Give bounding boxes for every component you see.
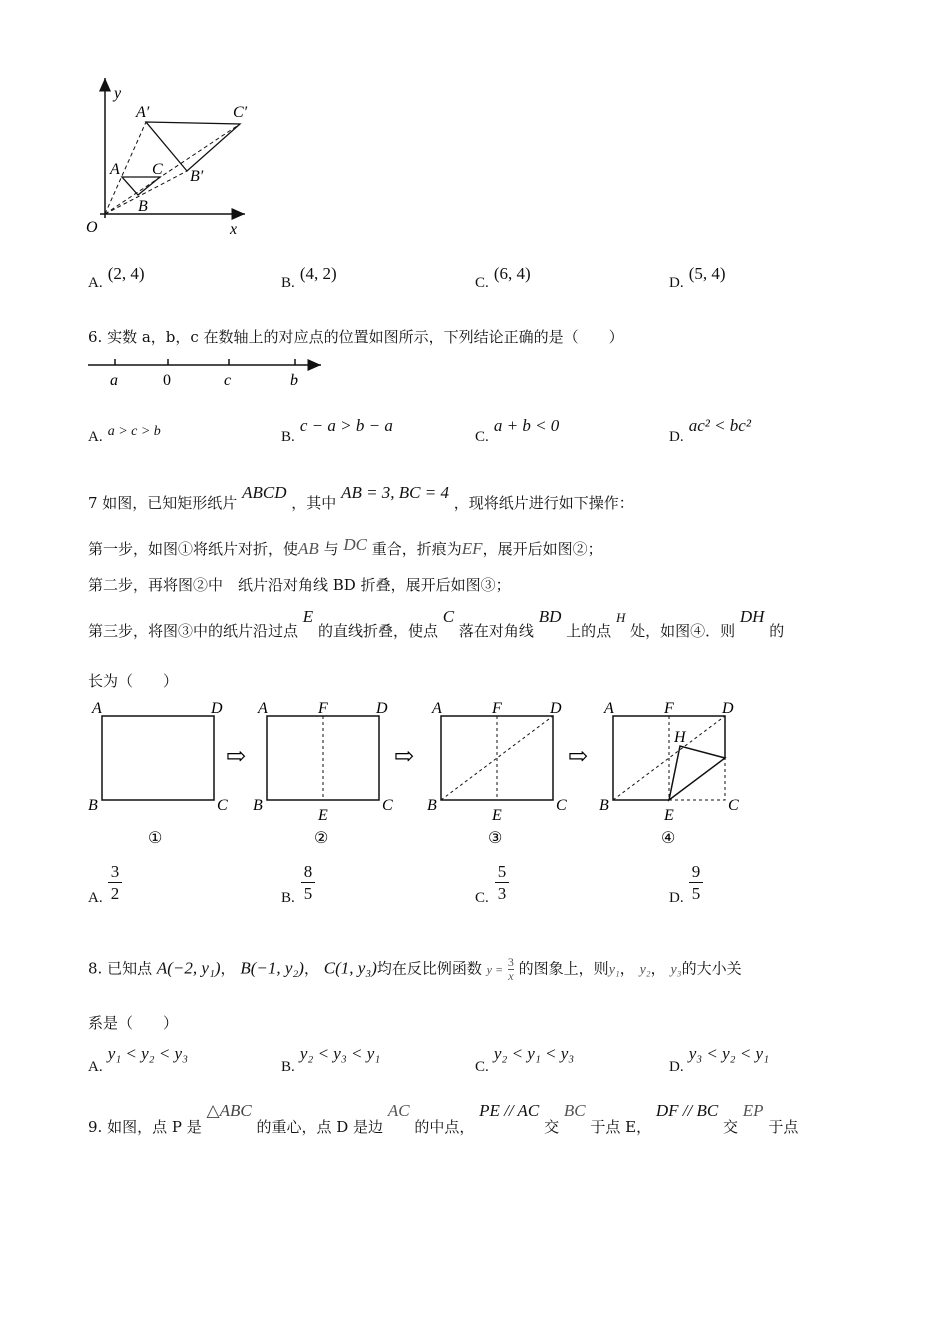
q6-option-a[interactable] bbox=[88, 426, 161, 446]
q8-mid: 均在反比例函数 bbox=[376, 959, 482, 978]
f3-label-a: A bbox=[432, 700, 442, 717]
option-value: a > c > b bbox=[107, 424, 161, 439]
fraction-denominator: 5 bbox=[303, 884, 313, 903]
f3-label-f: F bbox=[492, 700, 502, 717]
f4-label-h: H bbox=[674, 729, 686, 746]
q7-step3-e: E bbox=[302, 607, 314, 626]
f4-label-c: C bbox=[728, 797, 739, 814]
f3-caption: ③ bbox=[488, 830, 503, 847]
f2-caption: ② bbox=[314, 830, 329, 847]
option-fraction bbox=[495, 862, 509, 903]
coordinate-figure bbox=[80, 70, 260, 240]
q8-y2: y₂ bbox=[639, 962, 651, 978]
q9-triangle: △ABC bbox=[206, 1101, 252, 1120]
q8-y3: y₃ bbox=[670, 962, 682, 978]
option-value: ac² < bc² bbox=[688, 416, 751, 435]
f3-label-d: D bbox=[550, 700, 562, 717]
f3-label-e: E bbox=[492, 807, 502, 824]
q7-step3-bd: BD bbox=[538, 607, 562, 626]
fraction-bar bbox=[495, 882, 509, 883]
q7-rect-name: ABCD bbox=[242, 483, 287, 502]
f4-label-e: E bbox=[664, 807, 674, 824]
f4-label-f: F bbox=[664, 700, 674, 717]
q8-lead: 8. 已知点 bbox=[88, 959, 153, 978]
option-letter: A. bbox=[88, 429, 103, 445]
q9-t3: 交 bbox=[544, 1118, 560, 1136]
q8-point-a: A(−2, y₁) bbox=[156, 958, 221, 978]
fraction-denominator: 2 bbox=[110, 884, 120, 903]
q9-t6: 于点 bbox=[768, 1118, 799, 1136]
q8-point-c: C(1, y₃) bbox=[323, 958, 377, 978]
arrow-3: ⇨ bbox=[568, 744, 589, 770]
q7-step1-a: 第一步，如图①将纸片对折，使 bbox=[88, 540, 299, 558]
q8-option-b[interactable] bbox=[281, 1044, 381, 1075]
fraction-numerator: 5 bbox=[497, 862, 507, 881]
q7-option-c[interactable] bbox=[475, 862, 535, 912]
option-letter: D. bbox=[669, 1059, 684, 1075]
q6-option-d[interactable] bbox=[669, 416, 751, 446]
q8-option-c[interactable] bbox=[475, 1044, 575, 1075]
q7-step1-d: ，展开后如图②； bbox=[482, 540, 603, 558]
q7-step1-c: 重合，折痕为 bbox=[371, 540, 462, 558]
figure-1 bbox=[88, 700, 228, 847]
label-c: C bbox=[152, 161, 163, 178]
q5-option-b[interactable] bbox=[281, 264, 337, 292]
q8-stem bbox=[88, 956, 742, 996]
label-a: a bbox=[110, 372, 118, 389]
q8-point-b: B(−1, y₂) bbox=[240, 958, 304, 978]
q7-step3-a: 第三步，将图③中的纸片沿过点 bbox=[88, 622, 299, 640]
q9-t4: 于点 E， bbox=[590, 1118, 652, 1136]
label-x: x bbox=[230, 221, 238, 238]
fraction-numerator: 9 bbox=[691, 862, 701, 881]
q7-option-d[interactable] bbox=[669, 862, 729, 912]
q9-t2: 的中点， bbox=[414, 1118, 475, 1136]
f3-label-c: C bbox=[556, 797, 567, 814]
f1-label-d: D bbox=[211, 700, 223, 717]
label-a-prime: A′ bbox=[136, 104, 150, 121]
q9-df-parallel: DF // BC bbox=[655, 1101, 719, 1120]
label-b-prime: B′ bbox=[190, 168, 204, 185]
f2-label-e: E bbox=[318, 807, 328, 824]
option-value: (2, 4) bbox=[107, 264, 145, 283]
f1-label-a: A bbox=[92, 700, 102, 717]
q8-function-lhs: y = bbox=[486, 962, 504, 977]
q8-tail1: 的图象上，则 bbox=[518, 959, 609, 978]
q6-option-b[interactable] bbox=[281, 416, 393, 446]
option-letter: C. bbox=[475, 1059, 489, 1075]
label-zero: 0 bbox=[163, 372, 171, 389]
q7-step3-dh: DH bbox=[739, 607, 765, 626]
f4-label-b: B bbox=[599, 797, 609, 814]
f4-caption: ④ bbox=[661, 830, 676, 847]
option-letter: B. bbox=[281, 890, 295, 906]
q7-stem-prefix: 7 如图，已知矩形纸片 bbox=[88, 494, 238, 512]
q9-t1: 的重心，点 D 是边 bbox=[256, 1118, 384, 1136]
option-letter: D. bbox=[669, 429, 684, 445]
option-fraction bbox=[301, 862, 315, 903]
fraction-numerator: 3 bbox=[110, 862, 120, 881]
q6-stem: 6. 实数 a，b，c 在数轴上的对应点的位置如图所示，下列结论正确的是（ ） bbox=[88, 328, 624, 346]
option-letter: C. bbox=[475, 275, 489, 291]
q7-step1-b: 与 bbox=[323, 540, 339, 558]
q7-step3-e2: 处，如图④．则 bbox=[630, 622, 736, 640]
q8-sep1: ， bbox=[220, 959, 236, 978]
label-c-prime: C′ bbox=[233, 104, 248, 121]
q8-option-a[interactable] bbox=[88, 1044, 188, 1075]
f2-label-b: B bbox=[253, 797, 263, 814]
number-line bbox=[85, 352, 330, 394]
q9-ep: EP bbox=[742, 1101, 764, 1120]
q7-step1-dc: DC bbox=[343, 535, 367, 554]
f1-caption: ① bbox=[148, 830, 163, 847]
f3-label-b: B bbox=[427, 797, 437, 814]
option-value: y₂ < y₃ < y₁ bbox=[299, 1044, 381, 1063]
q8-tail2: 的大小关 bbox=[681, 959, 742, 978]
option-letter: B. bbox=[281, 1059, 295, 1075]
q7-step3-f: 的 bbox=[769, 622, 785, 640]
q5-option-a[interactable] bbox=[88, 264, 145, 292]
option-value: y₁ < y₂ < y₃ bbox=[107, 1044, 188, 1063]
option-value: (6, 4) bbox=[493, 264, 531, 283]
q7-step3-c2: 落在对角线 bbox=[458, 622, 534, 640]
q7-option-b[interactable] bbox=[281, 862, 341, 912]
f2-label-a: A bbox=[258, 700, 268, 717]
fraction-denominator: 3 bbox=[497, 884, 507, 903]
q7-step1 bbox=[88, 535, 603, 559]
fraction-denominator: x bbox=[508, 969, 514, 983]
q8-c2: ， bbox=[650, 959, 666, 978]
option-value: (4, 2) bbox=[299, 264, 337, 283]
option-value: (5, 4) bbox=[688, 264, 726, 283]
fraction-bar bbox=[689, 882, 703, 883]
option-letter: D. bbox=[669, 890, 684, 906]
fraction-numerator: 3 bbox=[507, 955, 514, 969]
q7-step3-b: 的直线折叠，使点 bbox=[317, 622, 438, 640]
q9-lead: 9. 如图，点 P 是 bbox=[88, 1118, 202, 1136]
q7-step3-h: H bbox=[615, 610, 626, 625]
figure-2 bbox=[253, 700, 393, 847]
arrow-2: ⇨ bbox=[394, 744, 415, 770]
fraction-bar bbox=[301, 882, 315, 883]
q7-step1-ab: AB bbox=[298, 539, 319, 558]
q7-step1-ef: EF bbox=[461, 539, 483, 558]
option-value: c − a > b − a bbox=[299, 416, 393, 435]
figure-3 bbox=[427, 700, 567, 847]
option-letter: C. bbox=[475, 890, 489, 906]
q7-figures bbox=[80, 696, 760, 854]
q7-stem-mid: ，其中 bbox=[291, 494, 337, 512]
q5-option-d[interactable] bbox=[669, 264, 726, 292]
f4-label-a: A bbox=[604, 700, 614, 717]
label-c: c bbox=[224, 372, 232, 389]
option-letter: D. bbox=[669, 275, 684, 291]
f2-label-c: C bbox=[382, 797, 393, 814]
figure-4 bbox=[599, 700, 739, 847]
f1-label-c: C bbox=[217, 797, 228, 814]
label-o: O bbox=[86, 219, 98, 236]
label-b: B bbox=[138, 198, 148, 215]
option-letter: B. bbox=[281, 429, 295, 445]
q7-dims: AB = 3, BC = 4 bbox=[341, 483, 449, 502]
q8-line2: 系是（ ） bbox=[88, 1014, 179, 1032]
label-y: y bbox=[114, 85, 122, 102]
option-letter: A. bbox=[88, 890, 103, 906]
q7-stem bbox=[88, 482, 634, 512]
q8-option-d[interactable] bbox=[669, 1044, 769, 1075]
q9-pe-parallel: PE // AC bbox=[479, 1101, 540, 1120]
f2-label-f: F bbox=[318, 700, 328, 717]
option-letter: B. bbox=[281, 275, 295, 291]
q9-t5: 交 bbox=[723, 1118, 739, 1136]
q9-bc: BC bbox=[563, 1101, 586, 1120]
triangle-abc bbox=[122, 177, 160, 195]
q7-stem-suffix: ，现将纸片进行如下操作： bbox=[453, 494, 634, 512]
option-letter: A. bbox=[88, 275, 103, 291]
option-letter: A. bbox=[88, 1059, 103, 1075]
q8-y1: y₁ bbox=[608, 962, 620, 978]
f4-label-d: D bbox=[722, 700, 734, 717]
f2-label-d: D bbox=[376, 700, 388, 717]
option-fraction bbox=[689, 862, 703, 903]
option-value: y₂ < y₁ < y₃ bbox=[493, 1044, 575, 1063]
option-value: y₃ < y₂ < y₁ bbox=[688, 1044, 769, 1063]
fraction-bar bbox=[108, 882, 122, 883]
q7-option-a[interactable] bbox=[88, 862, 148, 912]
q8-sep2: ， bbox=[303, 959, 319, 978]
q8-c1: ， bbox=[619, 959, 635, 978]
option-value: a + b < 0 bbox=[493, 416, 560, 435]
option-letter: C. bbox=[475, 429, 489, 445]
q7-step3 bbox=[88, 606, 785, 640]
q6-option-c[interactable] bbox=[475, 416, 560, 446]
option-fraction bbox=[108, 862, 122, 903]
label-a: A bbox=[110, 161, 120, 178]
q7-step3-d: 上的点 bbox=[566, 622, 612, 640]
arrow-1: ⇨ bbox=[226, 744, 247, 770]
q9-stem bbox=[88, 1100, 799, 1136]
fraction-denominator: 5 bbox=[691, 884, 701, 903]
f1-label-b: B bbox=[88, 797, 98, 814]
q5-option-c[interactable] bbox=[475, 264, 531, 292]
label-b: b bbox=[290, 372, 298, 389]
fraction-numerator: 8 bbox=[303, 862, 313, 881]
q9-ac: AC bbox=[387, 1101, 410, 1120]
q8-function-fraction bbox=[508, 956, 514, 983]
q7-step3-c: C bbox=[442, 607, 455, 626]
q7-step3-tail: 长为（ ） bbox=[88, 672, 179, 690]
q7-step2: 第二步，再将图②中 纸片沿对角线 BD 折叠，展开后如图③； bbox=[88, 576, 511, 594]
